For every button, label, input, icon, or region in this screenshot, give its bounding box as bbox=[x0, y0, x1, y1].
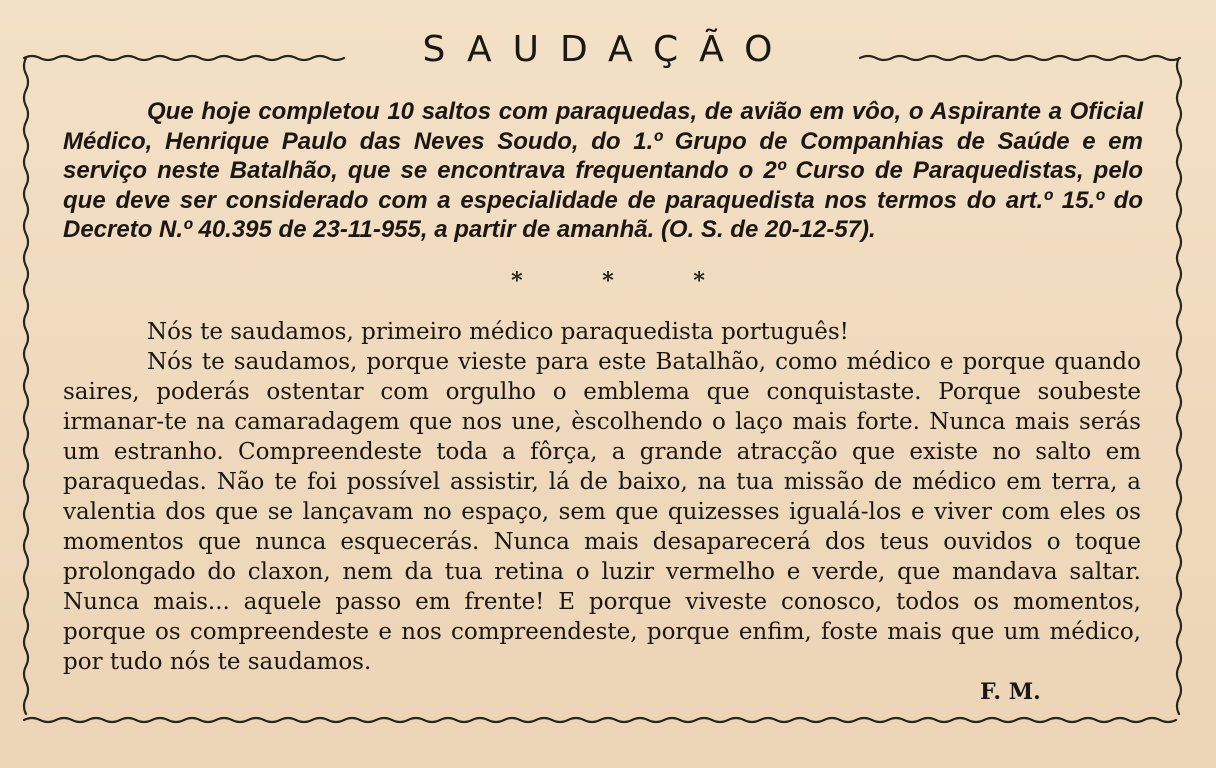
asterism-separator: * * * bbox=[511, 268, 741, 294]
salute-text bbox=[63, 317, 1141, 677]
salute-opening-line: Nós te saudamos, primeiro médico paraquedista português! bbox=[147, 319, 849, 345]
signature: F. M. bbox=[980, 679, 1041, 705]
document-title bbox=[0, 28, 1216, 72]
document-title-text: SAUDAÇÃO bbox=[422, 29, 794, 70]
salute-body-paragraph: Nós te saudamos, porque vieste para este Batalhão, como médico e porque quando saires, poderás ostentar com orgulho o emblema que conquistaste. Porque soubeste irmanar-te na camaradagem que nos une, èscolhendo o laço mais forte. Nunca mais serás um estranho. Compreendeste toda a fôrça, a grande atracção que existe no salto em paraquedas. Não te foi possível assistir, lá de baixo, na tua missão de médico em terra, a valentia dos que se lançavam no espaço, sem que quizesses igualá-los e viver com eles os momentos que nunca esquecerás. Nunca mais desaparecerá dos teus ouvidos o toque prolongado do claxon, nem da tua retina o luzir vermelho e verde, que mandava saltar. Nunca mais... aquele passo em frente! E porque viveste conosco, todos os momentos, porque os compreendeste e nos compreendeste, porque enfim, foste mais que um médico, por tudo nós te saudamos. bbox=[63, 349, 1141, 675]
service-order-notice: Que hoje completou 10 saltos com paraquedas, de avião em vôo, o Aspirante a Oficial Médico, Henrique Paulo das Neves Soudo, do 1.º Grupo de Companhias de Saúde e em serviço neste Batalhão, que se encontrava frequentando o 2º Curso de Paraquedistas, pelo que deve ser considerado com a especialidade de paraquedista nos termos do art.º 15.º do Decreto N.º 40.395 de 23-11-955, a partir de amanhã. (O. S. de 20-12-57). bbox=[63, 98, 1143, 243]
